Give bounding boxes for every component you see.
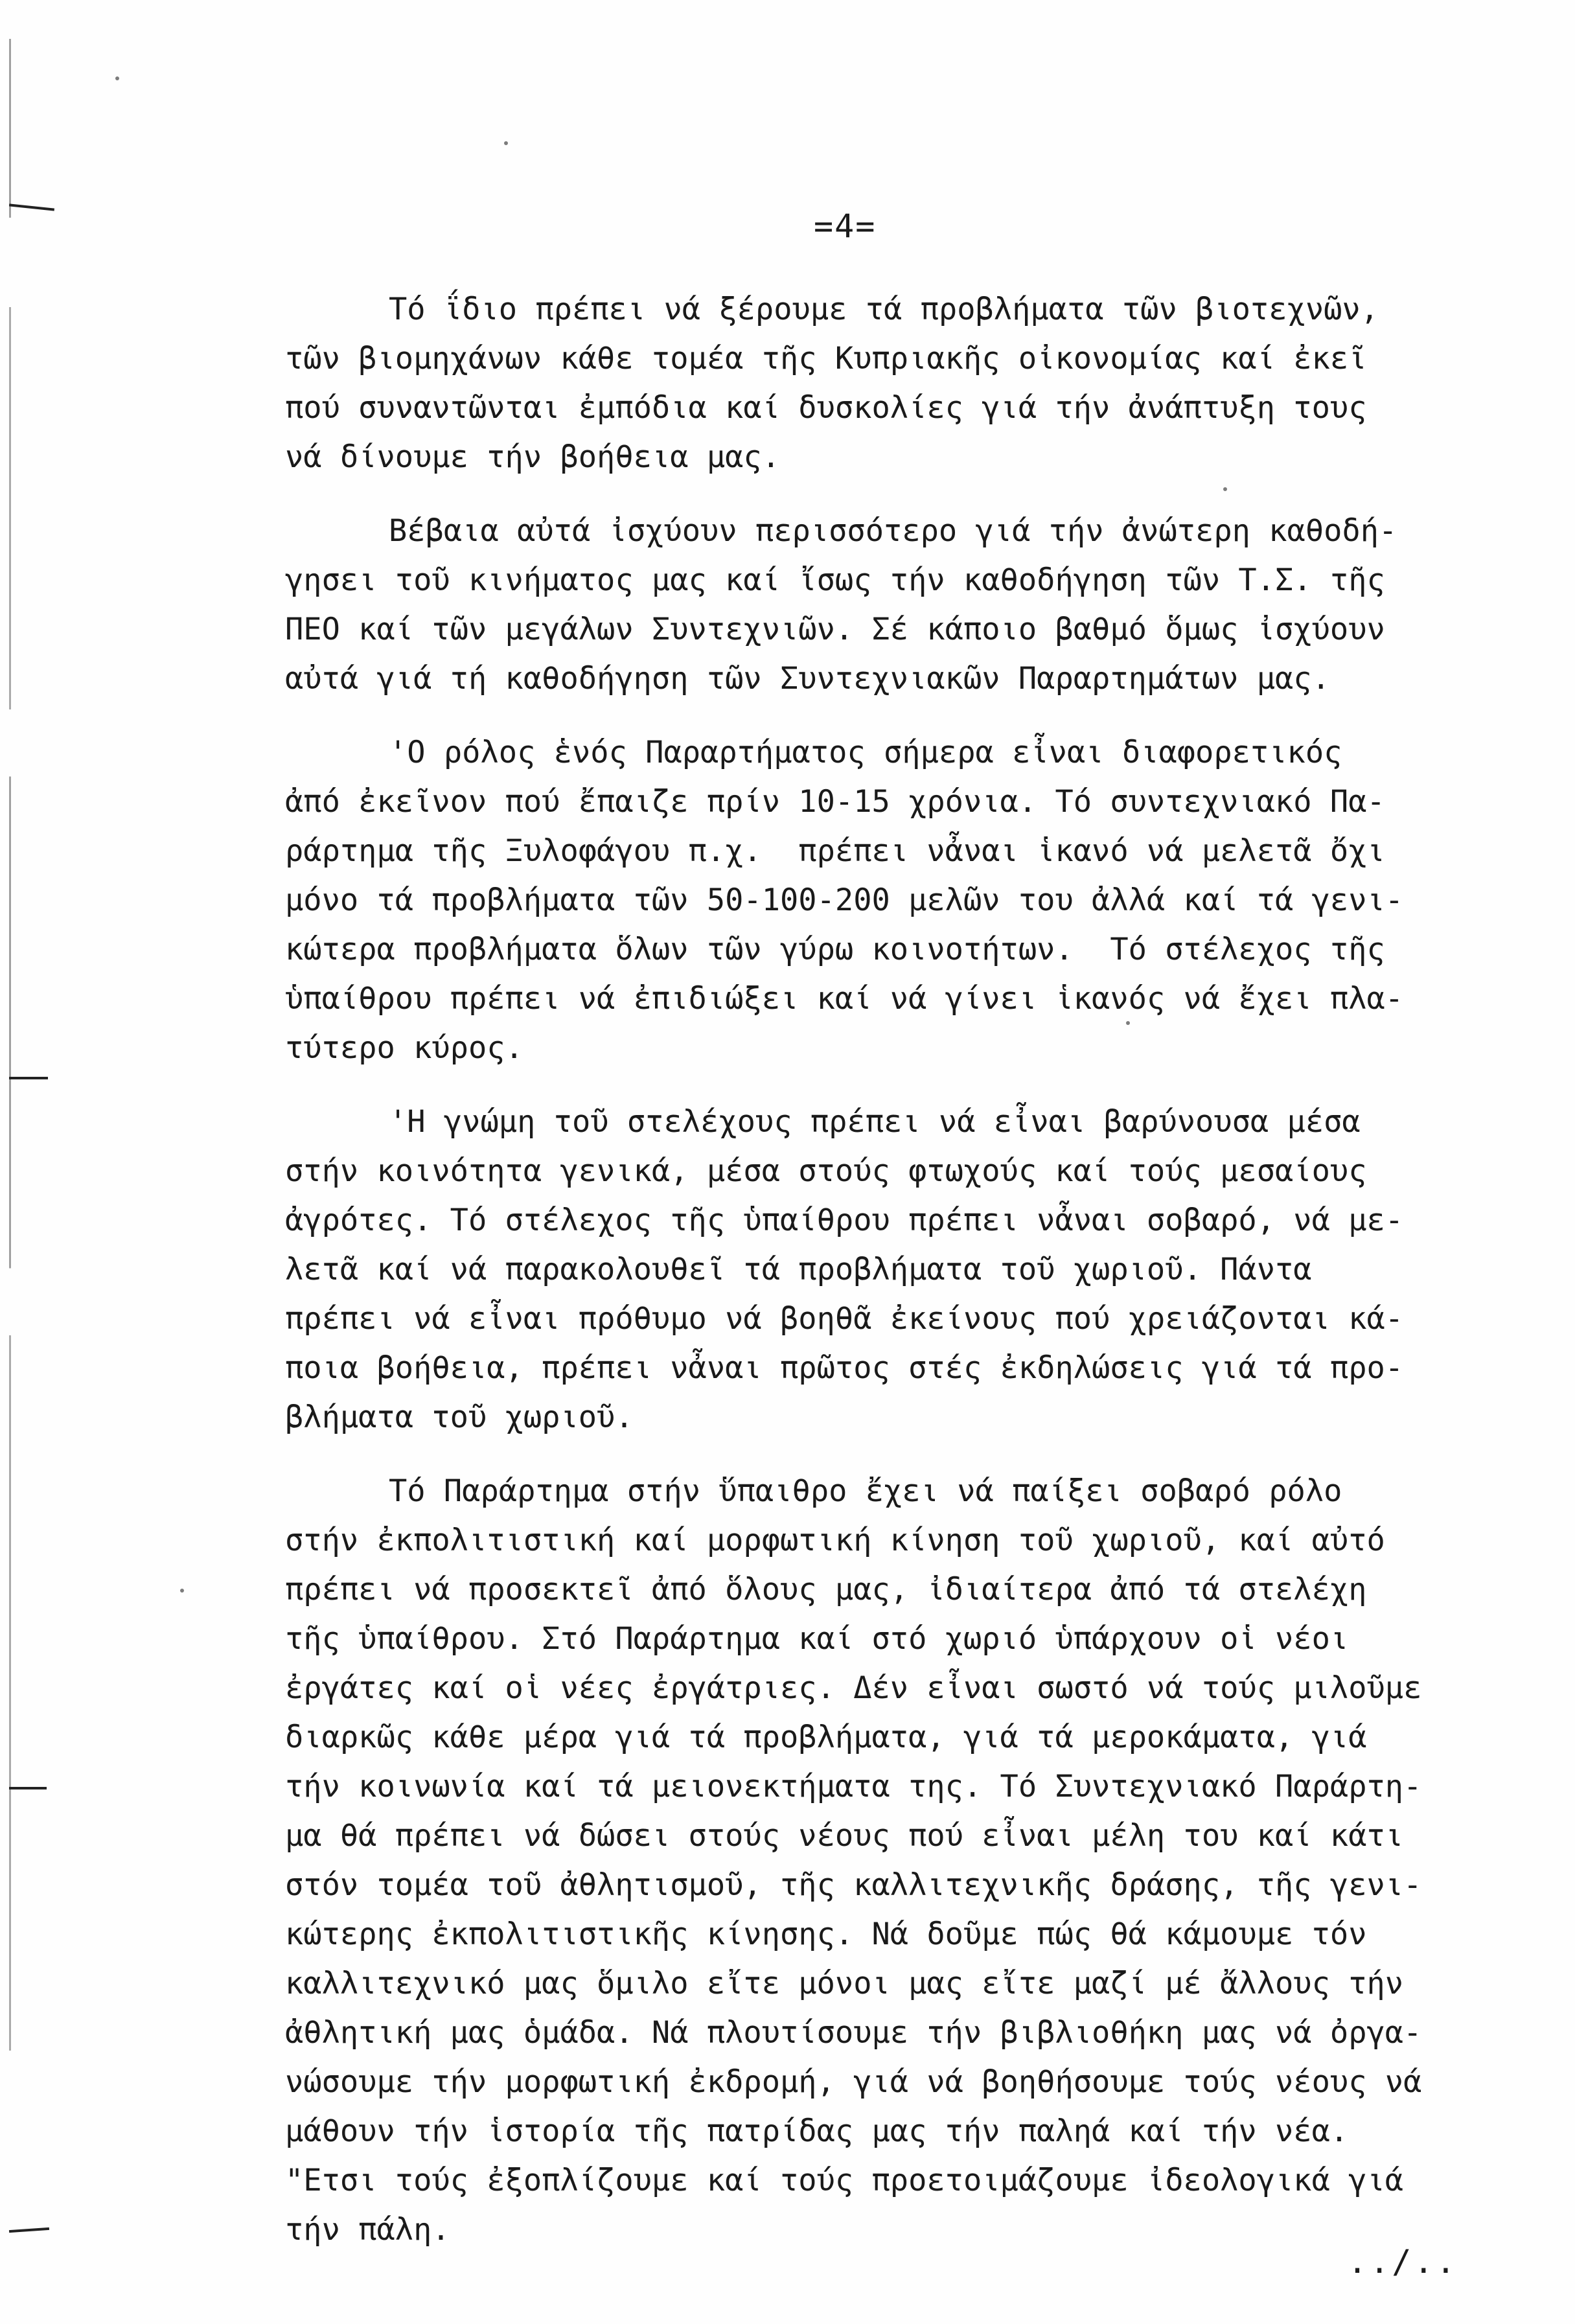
text-line: τῆς ὑπαίθρου. Στό Παράρτημα καί στό χωριό ὑπάρχουν οἱ νέοι	[285, 1621, 1349, 1657]
text-line: ποια βοήθεια, πρέπει νἆναι πρῶτος στές ἐκδηλώσεις γιά τά προ-	[285, 1350, 1404, 1386]
scan-speck	[180, 1589, 184, 1593]
continuation-mark: ../..	[1348, 2243, 1458, 2281]
text-line: λετᾶ καί νά παρακολουθεῖ τά προβλήματα τοῦ χωριοῦ. Πάντα	[285, 1252, 1312, 1287]
text-line: μάθουν τήν ἱστορία τῆς πατρίδας μας τήν παληά καί τήν νέα.	[285, 2113, 1349, 2149]
binding-mark	[9, 203, 54, 211]
text-line: ἐργάτες καί οἱ νέες ἐργάτριες. Δέν εἶναι σωστό νά τούς μιλοῦμε	[285, 1670, 1422, 1706]
text-line: στήν ἐκπολιτιστική καί μορφωτική κίνηση τοῦ χωριοῦ, καί αὐτό	[285, 1523, 1385, 1558]
scan-speck	[115, 76, 119, 80]
text-line: πού συναντῶνται ἐμπόδια καί δυσκολίες γιά τήν ἀνάπτυξη τους	[285, 390, 1367, 426]
text-line: βλήματα τοῦ χωριοῦ.	[285, 1399, 634, 1435]
text-line: αὐτά γιά τή καθοδήγηση τῶν Συντεχνιακῶν Παραρτημάτων μας.	[285, 661, 1330, 696]
text-line: ΠΕΟ καί τῶν μεγάλων Συντεχνιῶν. Σέ κάποιο βαθμό ὅμως ἰσχύουν	[285, 612, 1385, 647]
text-line: διαρκῶς κάθε μέρα γιά τά προβλήματα, γιά τά μεροκάματα, γιά	[285, 1720, 1367, 1755]
text-line: κώτερης ἐκπολιτιστικῆς κίνησης. Νά δοῦμε πώς θά κάμουμε τόν	[285, 1916, 1367, 1952]
text-line: τήν πάλη.	[285, 2212, 450, 2248]
text-line: Τό ΐδιο πρέπει νά ξέρουμε τά προβλήματα τῶν βιοτεχνῶν,	[389, 292, 1379, 327]
paragraph	[285, 1467, 1523, 2255]
text-line: ἀπό ἐκεῖνον πού ἔπαιζε πρίν 10-15 χρόνια. Τό συντεχνιακό Πα-	[285, 784, 1385, 820]
paragraph	[285, 285, 1523, 482]
text-line: ράρτημα τῆς Ξυλοφάγου π.χ. πρέπει νἆναι ἱκανό νά μελετᾶ ὄχι	[285, 833, 1385, 869]
binding-mark	[9, 1077, 48, 1079]
text-line: ἀθλητική μας ὁμάδα. Νά πλουτίσουμε τήν βιβλιοθήκη μας νά ὀργα-	[285, 2015, 1422, 2051]
text-line: Τό Παράρτημα στήν ὕπαιθρο ἔχει νά παίξει σοβαρό ρόλο	[389, 1473, 1342, 1509]
text-line: πρέπει νά εἶναι πρόθυμο νά βοηθᾶ ἐκείνους πού χρειάζονται κά-	[285, 1301, 1404, 1337]
binding-mark	[9, 1787, 47, 1789]
text-line: καλλιτεχνικό μας ὅμιλο εἴτε μόνοι μας εἴτε μαζί μέ ἄλλους τήν	[285, 1966, 1404, 2001]
binding-mark	[9, 2227, 49, 2233]
text-line: ὑπαίθρου πρέπει νά ἐπιδιώξει καί νά γίνει ἱκανός νά ἔχει πλα-	[285, 981, 1404, 1017]
binding-edge	[9, 39, 11, 2274]
paragraph	[285, 728, 1523, 1073]
text-line: πρέπει νά προσεκτεῖ ἀπό ὅλους μας, ἰδιαίτερα ἀπό τά στελέχη	[285, 1572, 1367, 1607]
page-number: =4=	[814, 207, 877, 245]
text-line: νώσουμε τήν μορφωτική ἐκδρομή, γιά νά βοηθήσουμε τούς νέους νά	[285, 2064, 1422, 2100]
scan-speck	[504, 141, 508, 145]
text-line: τήν κοινωνία καί τά μειονεκτήματα της. Τό Συντεχνιακό Παράρτη-	[285, 1769, 1422, 1804]
text-line: στήν κοινότητα γενικά, μέσα στούς φτωχούς καί τούς μεσαίους	[285, 1153, 1367, 1189]
text-line: "Ετσι τούς ἐξοπλίζουμε καί τούς προετοιμάζουμε ἰδεολογικά γιά	[285, 2163, 1404, 2198]
text-line: νά δίνουμε τήν βοήθεια μας.	[285, 439, 781, 475]
text-line: μα θά πρέπει νά δώσει στούς νέους πού εἶναι μέλη του καί κάτι	[285, 1818, 1404, 1854]
paragraph	[285, 507, 1523, 704]
text-line: τύτερο κύρος.	[285, 1030, 523, 1066]
text-line: κώτερα προβλήματα ὅλων τῶν γύρω κοινοτήτων. Τό στέλεχος τῆς	[285, 932, 1385, 967]
text-line: στόν τομέα τοῦ ἀθλητισμοῦ, τῆς καλλιτεχνικῆς δράσης, τῆς γενι-	[285, 1867, 1422, 1903]
text-line: γησει τοῦ κινήματος μας καί ἴσως τήν καθοδήγηση τῶν Τ.Σ. τῆς	[285, 562, 1385, 598]
text-line: 'Η γνώμη τοῦ στελέχους πρέπει νά εἶναι βαρύνουσα μέσα	[389, 1104, 1361, 1140]
text-line: τῶν βιομηχάνων κάθε τομέα τῆς Κυπριακῆς οἰκονομίας καί ἐκεῖ	[285, 341, 1367, 376]
body-text	[285, 285, 1523, 2279]
paragraph	[285, 1098, 1523, 1442]
text-line: ἀγρότες. Τό στέλεχος τῆς ὑπαίθρου πρέπει νἆναι σοβαρό, νά με-	[285, 1202, 1404, 1238]
text-line: 'Ο ρόλος ἑνός Παραρτήματος σήμερα εἶναι διαφορετικός	[389, 735, 1342, 770]
text-line: Βέβαια αὐτά ἰσχύουν περισσότερο γιά τήν ἀνώτερη καθοδή-	[389, 513, 1397, 549]
text-line: μόνο τά προβλήματα τῶν 50-100-200 μελῶν του ἀλλά καί τά γενι-	[285, 882, 1404, 918]
